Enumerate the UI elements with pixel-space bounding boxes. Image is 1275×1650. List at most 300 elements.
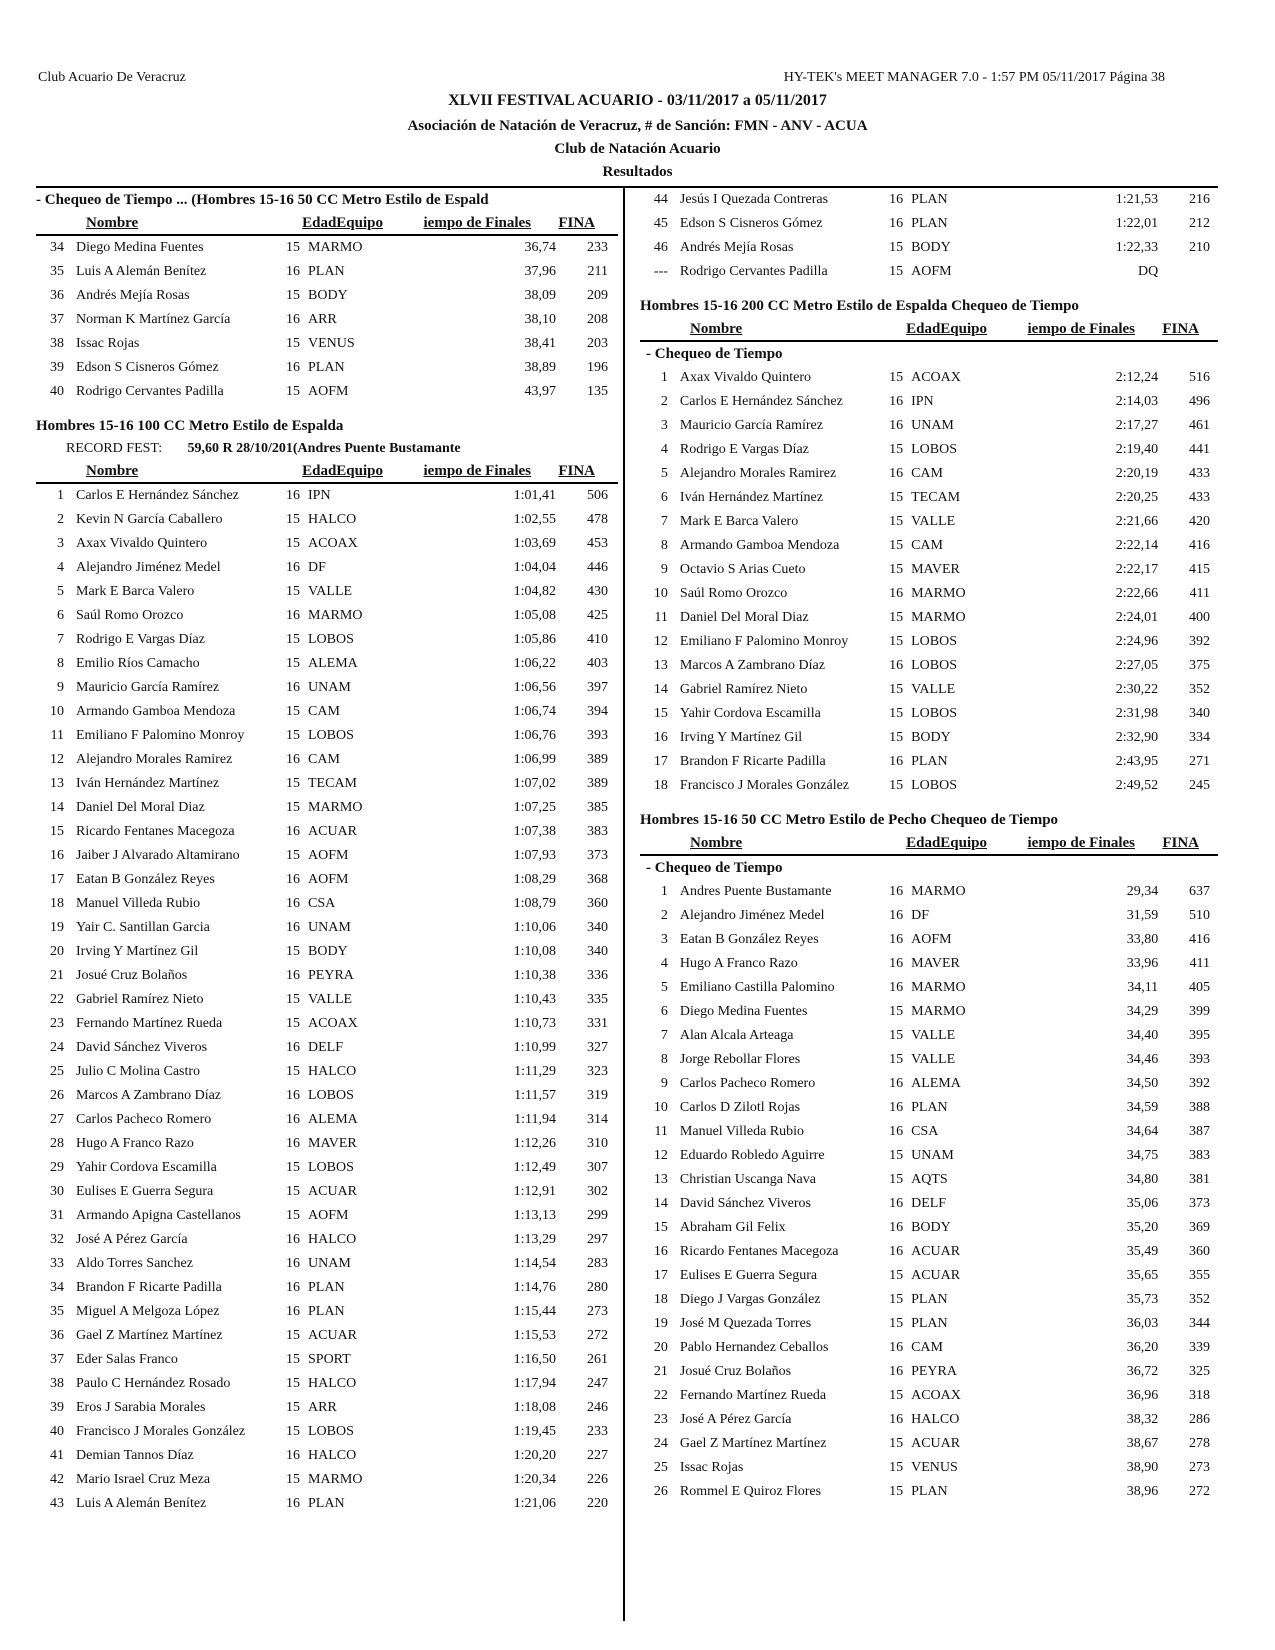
place: 31 bbox=[50, 1208, 64, 1223]
fina-points: 369 bbox=[1189, 1220, 1210, 1235]
result-row bbox=[36, 1156, 618, 1180]
team: MARMO bbox=[911, 980, 966, 995]
fina-points: 278 bbox=[1189, 1436, 1210, 1451]
final-time: 34,59 bbox=[1126, 1100, 1159, 1115]
swimmer-name: Emiliano F Palomino Monroy bbox=[679, 634, 849, 649]
swimmer-name: Eatan B González Reyes bbox=[679, 932, 819, 947]
final-time: 2:19,40 bbox=[1115, 442, 1159, 457]
swimmer-name: Andrés Mejía Rosas bbox=[76, 288, 190, 303]
place: 18 bbox=[653, 1292, 668, 1307]
team: MAVER bbox=[911, 562, 960, 577]
club-name: Club Acuario De Veracruz bbox=[38, 70, 186, 85]
event-title: Hombres 15-16 200 CC Metro Estilo de Espalda Chequeo de Tiempo bbox=[640, 298, 1079, 314]
swimmer-name: Jesús I Quezada Contreras bbox=[679, 192, 829, 207]
final-time: 34,80 bbox=[1126, 1172, 1159, 1187]
age: 16 bbox=[889, 216, 904, 231]
place: 9 bbox=[660, 562, 668, 577]
fina-points: 209 bbox=[587, 288, 608, 303]
team: PLAN bbox=[308, 1304, 345, 1319]
age: 15 bbox=[286, 1400, 300, 1415]
swimmer-name: Rommel E Quiroz Flores bbox=[679, 1484, 822, 1499]
place: 10 bbox=[653, 1100, 668, 1115]
result-row bbox=[36, 532, 618, 556]
fina-points: 516 bbox=[1189, 370, 1210, 385]
fina-points: 373 bbox=[587, 848, 608, 863]
result-row bbox=[640, 212, 1218, 236]
age: 16 bbox=[889, 1220, 904, 1235]
swimmer-name: Hugo A Franco Razo bbox=[679, 956, 798, 971]
swimmer-name: Mark E Barca Valero bbox=[679, 514, 799, 529]
age: 16 bbox=[286, 872, 300, 887]
age: 15 bbox=[889, 1004, 904, 1019]
event-title: Hombres 15-16 50 CC Metro Estilo de Pecho Chequeo de Tiempo bbox=[640, 812, 1059, 828]
final-time: 1:14,76 bbox=[513, 1280, 556, 1295]
age: 15 bbox=[889, 490, 904, 505]
result-row bbox=[640, 1192, 1218, 1216]
fina-points: 135 bbox=[587, 384, 608, 399]
final-time: 43,97 bbox=[524, 384, 556, 399]
fina-points: 355 bbox=[1189, 1268, 1210, 1283]
place: 27 bbox=[50, 1112, 64, 1127]
final-time: 1:05,86 bbox=[513, 632, 556, 647]
age: 15 bbox=[286, 992, 300, 1007]
final-time: 1:04,82 bbox=[513, 584, 556, 599]
swimmer-name: Miguel A Melgoza López bbox=[76, 1304, 220, 1319]
fina-points: 420 bbox=[1189, 514, 1210, 529]
final-time: 34,11 bbox=[1127, 980, 1159, 995]
result-row bbox=[640, 726, 1218, 750]
place: 39 bbox=[50, 1400, 64, 1415]
team: AOFM bbox=[308, 848, 349, 863]
fina-points: 410 bbox=[587, 632, 608, 647]
team: PLAN bbox=[308, 1280, 345, 1295]
team: ACOAX bbox=[308, 1016, 358, 1031]
team: ACOAX bbox=[308, 536, 358, 551]
result-row bbox=[640, 1096, 1218, 1120]
fina-points: 383 bbox=[1189, 1148, 1210, 1163]
team: HALCO bbox=[308, 512, 357, 527]
swimmer-name: Daniel Del Moral Diaz bbox=[76, 800, 205, 815]
fina-points: 381 bbox=[1189, 1172, 1210, 1187]
fina-points: 433 bbox=[1189, 490, 1210, 505]
result-row bbox=[640, 702, 1218, 726]
column-divider bbox=[623, 187, 625, 1621]
final-time: DQ bbox=[1137, 264, 1159, 279]
fina-points: 203 bbox=[587, 336, 608, 351]
swimmer-name: Irving Y Martínez Gil bbox=[679, 730, 803, 745]
team: ACOAX bbox=[911, 1388, 961, 1403]
place: 8 bbox=[660, 538, 668, 553]
final-time: 1:22,01 bbox=[1115, 216, 1159, 231]
team: LOBOS bbox=[911, 658, 957, 673]
team: LOBOS bbox=[911, 634, 957, 649]
team: HALCO bbox=[308, 1064, 357, 1079]
age: 16 bbox=[889, 466, 904, 481]
result-row bbox=[640, 1120, 1218, 1144]
age: 15 bbox=[889, 634, 904, 649]
fina-points: 323 bbox=[587, 1064, 608, 1079]
age: 15 bbox=[889, 514, 904, 529]
result-row bbox=[640, 952, 1218, 976]
team: IPN bbox=[308, 488, 331, 503]
result-row bbox=[36, 380, 618, 404]
result-row bbox=[640, 1456, 1218, 1480]
swimmer-name: Alejandro Jiménez Medel bbox=[679, 908, 825, 923]
team: UNAM bbox=[308, 920, 351, 935]
team: AOFM bbox=[308, 872, 349, 887]
fina-points: 319 bbox=[587, 1088, 608, 1103]
team: ACUAR bbox=[308, 1328, 358, 1343]
fina-points: 212 bbox=[1189, 216, 1210, 231]
fina-points: 360 bbox=[587, 896, 608, 911]
swimmer-name: Rodrigo E Vargas Díaz bbox=[76, 632, 205, 647]
final-time: 2:31,98 bbox=[1115, 706, 1159, 721]
age: 16 bbox=[889, 754, 904, 769]
fina-points: 325 bbox=[1189, 1364, 1210, 1379]
final-time: 36,72 bbox=[1126, 1364, 1159, 1379]
result-row bbox=[36, 988, 618, 1012]
team: PLAN bbox=[911, 192, 948, 207]
team: PLAN bbox=[308, 264, 345, 279]
age: 15 bbox=[286, 1208, 300, 1223]
result-row bbox=[640, 366, 1218, 390]
age: 15 bbox=[286, 656, 300, 671]
swimmer-name: Rodrigo Cervantes Padilla bbox=[679, 264, 828, 279]
fina-points: 334 bbox=[1189, 730, 1210, 745]
place: 21 bbox=[50, 968, 64, 983]
result-row bbox=[640, 260, 1218, 284]
place: 36 bbox=[50, 1328, 64, 1343]
age: 16 bbox=[889, 908, 904, 923]
fina-points: 340 bbox=[587, 944, 608, 959]
swimmer-name: Rodrigo E Vargas Díaz bbox=[679, 442, 809, 457]
swimmer-name: Issac Rojas bbox=[76, 336, 140, 351]
place: 4 bbox=[57, 560, 64, 575]
final-time: 1:13,13 bbox=[513, 1208, 556, 1223]
place: 16 bbox=[50, 848, 64, 863]
fina-points: 400 bbox=[1189, 610, 1210, 625]
result-row bbox=[640, 1360, 1218, 1384]
place: 20 bbox=[653, 1340, 668, 1355]
final-time: 35,49 bbox=[1126, 1244, 1159, 1259]
place: 3 bbox=[660, 418, 668, 433]
fina-points: 392 bbox=[1189, 634, 1210, 649]
swimmer-name: Christian Uscanga Nava bbox=[679, 1172, 816, 1187]
final-time: 1:07,02 bbox=[513, 776, 556, 791]
team: PLAN bbox=[911, 1292, 948, 1307]
swimmer-name: Axax Vivaldo Quintero bbox=[76, 536, 208, 551]
column-headers bbox=[640, 832, 1218, 856]
header-nombre: Nombre bbox=[690, 835, 743, 851]
team: ACUAR bbox=[911, 1436, 961, 1451]
team: LOBOS bbox=[308, 728, 354, 743]
age: 16 bbox=[889, 192, 904, 207]
age: 15 bbox=[889, 562, 904, 577]
age: 16 bbox=[889, 1244, 904, 1259]
swimmer-name: Brandon F Ricarte Padilla bbox=[679, 754, 826, 769]
place: 7 bbox=[57, 632, 64, 647]
place: 9 bbox=[660, 1076, 668, 1091]
event-results bbox=[36, 484, 618, 1516]
swimmer-name: Saúl Romo Orozco bbox=[679, 586, 788, 601]
result-row bbox=[36, 484, 618, 508]
final-time: 1:12,91 bbox=[513, 1184, 556, 1199]
team: LOBOS bbox=[911, 706, 957, 721]
place: 33 bbox=[50, 1256, 64, 1271]
fina-points: 245 bbox=[1189, 778, 1210, 793]
result-row bbox=[640, 1384, 1218, 1408]
fina-points: 196 bbox=[587, 360, 608, 375]
age: 15 bbox=[286, 944, 300, 959]
team: PLAN bbox=[911, 754, 948, 769]
swimmer-name: José A Pérez García bbox=[76, 1232, 188, 1247]
place: 5 bbox=[57, 584, 64, 599]
team: PEYRA bbox=[308, 968, 354, 983]
final-time: 36,03 bbox=[1126, 1316, 1159, 1331]
swimmer-name: Andres Puente Bustamante bbox=[679, 884, 832, 899]
result-row bbox=[36, 1108, 618, 1132]
place: 2 bbox=[660, 394, 668, 409]
place: 18 bbox=[50, 896, 64, 911]
place: 20 bbox=[50, 944, 64, 959]
swimmer-name: Eduardo Robledo Aguirre bbox=[679, 1148, 825, 1163]
team: PLAN bbox=[911, 1316, 948, 1331]
result-row bbox=[640, 750, 1218, 774]
fina-points: 273 bbox=[1189, 1460, 1210, 1475]
result-row bbox=[36, 772, 618, 796]
result-row bbox=[640, 558, 1218, 582]
result-row bbox=[36, 868, 618, 892]
swimmer-name: Luis A Alemán Benítez bbox=[76, 1496, 207, 1511]
final-time: 1:06,56 bbox=[513, 680, 556, 695]
age: 15 bbox=[889, 1028, 904, 1043]
fina-points: 478 bbox=[587, 512, 608, 527]
place: 17 bbox=[653, 754, 668, 769]
age: 16 bbox=[286, 264, 300, 279]
age: 16 bbox=[889, 658, 904, 673]
final-time: 1:06,22 bbox=[513, 656, 556, 671]
fina-points: 226 bbox=[587, 1472, 608, 1487]
team: VALLE bbox=[911, 1028, 956, 1043]
swimmer-name: Yahir Cordova Escamilla bbox=[76, 1160, 217, 1175]
team: IPN bbox=[911, 394, 934, 409]
result-row bbox=[36, 940, 618, 964]
final-time: 1:16,50 bbox=[513, 1352, 556, 1367]
result-row bbox=[640, 630, 1218, 654]
event-title: Hombres 15-16 100 CC Metro Estilo de Espalda bbox=[36, 418, 344, 434]
swimmer-name: Mark E Barca Valero bbox=[76, 584, 195, 599]
result-row bbox=[640, 438, 1218, 462]
final-time: 33,96 bbox=[1126, 956, 1159, 971]
place: 14 bbox=[653, 682, 668, 697]
result-row bbox=[36, 1084, 618, 1108]
result-row bbox=[640, 1024, 1218, 1048]
final-time: 38,89 bbox=[524, 360, 556, 375]
fina-points: 314 bbox=[587, 1112, 608, 1127]
swimmer-name: Armando Gamboa Mendoza bbox=[679, 538, 840, 553]
final-time: 1:07,38 bbox=[513, 824, 556, 839]
result-row bbox=[36, 1468, 618, 1492]
result-row bbox=[640, 1264, 1218, 1288]
swimmer-name: Fernando Martínez Rueda bbox=[679, 1388, 827, 1403]
result-row bbox=[640, 774, 1218, 798]
result-row bbox=[640, 414, 1218, 438]
result-row bbox=[36, 820, 618, 844]
place: 15 bbox=[653, 706, 668, 721]
result-row bbox=[36, 1180, 618, 1204]
place: 13 bbox=[653, 1172, 668, 1187]
age: 15 bbox=[286, 288, 300, 303]
final-time: 2:22,14 bbox=[1115, 538, 1159, 553]
final-time: 2:30,22 bbox=[1115, 682, 1159, 697]
age: 16 bbox=[889, 1196, 904, 1211]
event-results bbox=[640, 366, 1218, 798]
final-time: 2:21,66 bbox=[1115, 514, 1159, 529]
result-row bbox=[640, 976, 1218, 1000]
place: 7 bbox=[660, 514, 668, 529]
result-row bbox=[36, 1492, 618, 1516]
final-time: 1:10,73 bbox=[513, 1016, 556, 1031]
final-time: 1:18,08 bbox=[513, 1400, 556, 1415]
fina-points: 335 bbox=[587, 992, 608, 1007]
age: 15 bbox=[286, 1328, 300, 1343]
age: 16 bbox=[889, 1364, 904, 1379]
age: 15 bbox=[889, 1484, 904, 1499]
place: 25 bbox=[50, 1064, 64, 1079]
fina-points: 210 bbox=[1189, 240, 1210, 255]
header-nombre: Nombre bbox=[86, 463, 139, 479]
result-row bbox=[640, 1432, 1218, 1456]
age: 16 bbox=[286, 680, 300, 695]
header-edad-equipo: EdadEquipo bbox=[906, 321, 987, 337]
final-time: 2:32,90 bbox=[1115, 730, 1159, 745]
team: DELF bbox=[308, 1040, 343, 1055]
age: 16 bbox=[889, 586, 904, 601]
age: 16 bbox=[286, 560, 300, 575]
fina-points: 393 bbox=[1189, 1052, 1210, 1067]
team: MARMO bbox=[308, 608, 363, 623]
event-title: - Chequeo de Tiempo ... (Hombres 15-16 50 CC Metro Estilo de Espald bbox=[36, 192, 489, 208]
fina-points: 340 bbox=[1189, 706, 1210, 721]
place: 14 bbox=[50, 800, 64, 815]
result-row bbox=[640, 1000, 1218, 1024]
result-row bbox=[36, 844, 618, 868]
age: 16 bbox=[286, 824, 300, 839]
swimmer-name: Alejandro Morales Ramirez bbox=[679, 466, 837, 481]
age: 15 bbox=[286, 632, 300, 647]
final-time: 35,06 bbox=[1126, 1196, 1159, 1211]
age: 15 bbox=[889, 706, 904, 721]
age: 15 bbox=[889, 264, 904, 279]
fina-points: 416 bbox=[1189, 538, 1210, 553]
fina-points: 411 bbox=[1189, 956, 1210, 971]
header-fina: FINA bbox=[1162, 835, 1199, 851]
team: MARMO bbox=[308, 800, 363, 815]
result-row bbox=[36, 796, 618, 820]
result-row bbox=[36, 1204, 618, 1228]
age: 15 bbox=[286, 1352, 300, 1367]
age: 15 bbox=[889, 538, 904, 553]
team: BODY bbox=[911, 1220, 951, 1235]
age: 15 bbox=[889, 778, 904, 793]
place: 4 bbox=[660, 956, 668, 971]
fina-points: 425 bbox=[587, 608, 608, 623]
age: 16 bbox=[286, 1232, 300, 1247]
swimmer-name: Eder Salas Franco bbox=[76, 1352, 178, 1367]
swimmer-name: Jaiber J Alvarado Altamirano bbox=[76, 848, 240, 863]
final-time: 1:10,99 bbox=[513, 1040, 556, 1055]
result-row bbox=[640, 1336, 1218, 1360]
final-time: 38,41 bbox=[524, 336, 556, 351]
age: 15 bbox=[889, 1292, 904, 1307]
swimmer-name: Pablo Hernandez Ceballos bbox=[679, 1340, 829, 1355]
team: ALEMA bbox=[308, 656, 358, 671]
final-time: 35,73 bbox=[1126, 1292, 1159, 1307]
final-time: 1:06,99 bbox=[513, 752, 556, 767]
place: 6 bbox=[660, 1004, 668, 1019]
age: 15 bbox=[889, 1436, 904, 1451]
fina-points: 261 bbox=[587, 1352, 608, 1367]
fina-points: 453 bbox=[587, 536, 608, 551]
place: 16 bbox=[653, 730, 668, 745]
result-row bbox=[640, 510, 1218, 534]
final-time: 1:10,43 bbox=[513, 992, 556, 1007]
final-time: 1:07,93 bbox=[513, 848, 556, 863]
place: 40 bbox=[50, 1424, 64, 1439]
result-row bbox=[36, 1348, 618, 1372]
final-time: 1:11,94 bbox=[514, 1112, 556, 1127]
age: 15 bbox=[286, 1064, 300, 1079]
place: 2 bbox=[660, 908, 668, 923]
swimmer-name: Rodrigo Cervantes Padilla bbox=[76, 384, 224, 399]
team: AQTS bbox=[911, 1172, 948, 1187]
final-time: 37,96 bbox=[524, 264, 556, 279]
place: 34 bbox=[50, 1280, 64, 1295]
team: PEYRA bbox=[911, 1364, 957, 1379]
final-time: 2:24,01 bbox=[1115, 610, 1159, 625]
age: 16 bbox=[889, 1340, 904, 1355]
result-row bbox=[36, 260, 618, 284]
header-tiempo: iempo de Finales bbox=[1027, 321, 1135, 337]
result-row bbox=[640, 1144, 1218, 1168]
fina-points: 389 bbox=[587, 752, 608, 767]
result-row bbox=[36, 700, 618, 724]
result-row bbox=[36, 916, 618, 940]
association-line: Asociación de Natación de Veracruz, # de Sanción: FMN - ANV - ACUA bbox=[407, 118, 868, 134]
report-type: Resultados bbox=[602, 164, 673, 180]
age: 16 bbox=[286, 1448, 300, 1463]
swimmer-name: Ricardo Fentanes Macegoza bbox=[679, 1244, 839, 1259]
place: 1 bbox=[660, 370, 668, 385]
fina-points: 385 bbox=[587, 800, 608, 815]
fina-points: 637 bbox=[1189, 884, 1210, 899]
swimmer-name: Mario Israel Cruz Meza bbox=[76, 1472, 211, 1487]
fina-points: 246 bbox=[587, 1400, 608, 1415]
team: BODY bbox=[911, 240, 951, 255]
age: 16 bbox=[889, 932, 904, 947]
place: 1 bbox=[57, 488, 64, 503]
final-time: 1:10,06 bbox=[513, 920, 556, 935]
team: UNAM bbox=[308, 680, 351, 695]
result-row bbox=[640, 462, 1218, 486]
age: 15 bbox=[286, 1376, 300, 1391]
result-row bbox=[36, 652, 618, 676]
swimmer-name: Carlos Pacheco Romero bbox=[76, 1112, 212, 1127]
team: VENUS bbox=[911, 1460, 958, 1475]
place: 37 bbox=[50, 1352, 64, 1367]
swimmer-name: José A Pérez García bbox=[679, 1412, 792, 1427]
place: 14 bbox=[653, 1196, 668, 1211]
